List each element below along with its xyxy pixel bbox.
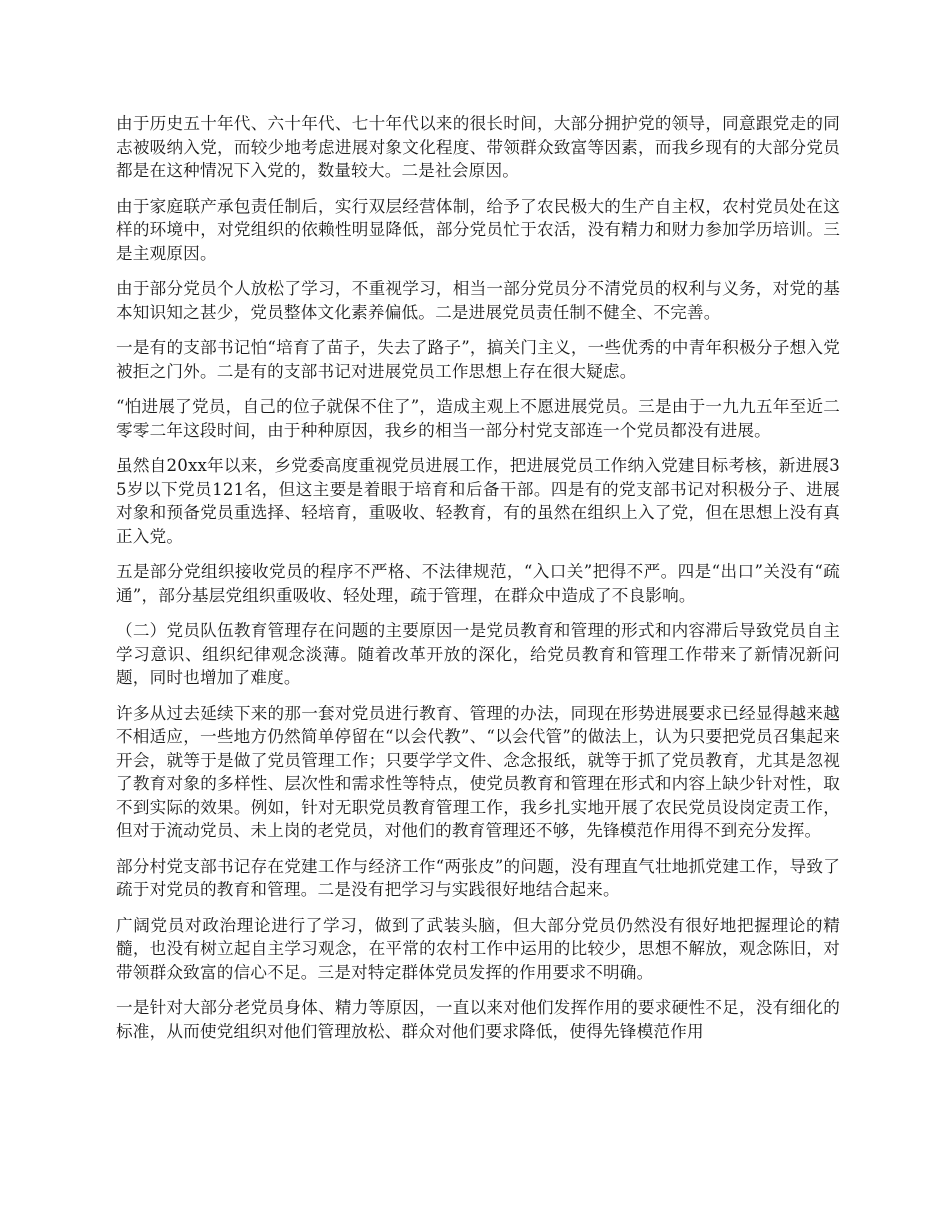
- paragraph-3: 由于部分党员个人放松了学习，不重视学习，相当一部分党员分不清党员的权利与义务，对党的基本知识知之甚少，党员整体文化素养偏低。二是进展党员责任制不健全、不完善。: [116, 279, 840, 322]
- paragraph-10: 部分村党支部书记存在党建工作与经济工作“两张皮”的问题，没有理直气壮地抓党建工作，导致了疏于对党员的教育和管理。二是没有把学习与实践很好地结合起来。: [116, 856, 840, 899]
- document-body: [116, 112, 840, 1055]
- paragraph-7: 五是部分党组织接收党员的程序不严格、不法律规范，“入口关”把得不严。四是“出口”关没有“疏通”，部分基层党组织重吸收、轻处理，疏于管理，在群众中造成了不良影响。: [116, 562, 840, 605]
- paragraph-5: “怕进展了党员，自己的位子就保不住了”，造成主观上不愿进展党员。三是由于一九九五年至近二零零二年这段时间，由于种种原因，我乡的相当一部分村党支部连一个党员都没有进展。: [116, 397, 840, 440]
- paragraph-8: （二）党员队伍教育管理存在问题的主要原因一是党员教育和管理的形式和内容滞后导致党员自主学习意识、组织纪律观念淡薄。随着改革开放的深化，给党员教育和管理工作带来了新情况新问题，同时也增加了难度。: [116, 621, 840, 687]
- paragraph-11: 广阔党员对政治理论进行了学习，做到了武装头脑，但大部分党员仍然没有很好地把握理论的精髓，也没有树立起自主学习观念，在平常的农村工作中运用的比较少，思想不解放，观念陈旧，对带领群众致富的信心不足。三是对特定群体党员发挥的作用要求不明确。: [116, 915, 840, 982]
- paragraph-6: 虽然自20xx年以来，乡党委高度重视党员进展工作，把进展党员工作纳入党建目标考核，新进展35岁以下党员121名，但这主要是着眼于培育和后备干部。四是有的党支部书记对积极分子、进展对象和预备党员重选择、轻培育，重吸收、轻教育，有的虽然在组织上入了党，但在思想上没有真正入党。: [116, 456, 840, 546]
- paragraph-1: 由于历史五十年代、六十年代、七十年代以来的很长时间，大部分拥护党的领导，同意跟党走的同志被吸纳入党，而较少地考虑进展对象文化程度、带领群众致富等因素，而我乡现有的大部分党员都是在这种情况下入党的，数量较大。二是社会原因。: [116, 114, 840, 180]
- paragraph-9: 许多从过去延续下来的那一套对党员进行教育、管理的办法，同现在形势进展要求已经显得越来越不相适应，一些地方仍然简单停留在“以会代教”、“以会代管”的做法上，认为只要把党员召集起来开会，就等于是做了党员管理工作；只要学学文件、念念报纸，就等于抓了党员教育，尤其是忽视了教育对象的多样性、层次性和需求性等特点，使党员教育和管理在形式和内容上缺少针对性，取不到实际的效果。例如，针对无职党员教育管理工作，我乡扎实地开展了农民党员设岗定责工作，但对于流动党员、未上岗的老党员，对他们的教育管理还不够，先锋模范作用得不到充分发挥。: [116, 703, 840, 840]
- paragraph-12: 一是针对大部分老党员身体、精力等原因，一直以来对他们发挥作用的要求硬性不足，没有细化的标准，从而使党组织对他们管理放松、群众对他们要求降低，使得先锋模范作用: [116, 998, 840, 1041]
- paragraph-2: 由于家庭联产承包责任制后，实行双层经营体制，给予了农民极大的生产自主权，农村党员处在这样的环境中，对党组织的依赖性明显降低，部分党员忙于农活，没有精力和财力参加学历培训。三是主观原因。: [116, 196, 840, 263]
- paragraph-4: 一是有的支部书记怕“培育了苗子，失去了路子”，搞关门主义，一些优秀的中青年积极分子想入党被拒之门外。二是有的支部书记对进展党员工作思想上存在很大疑虑。: [116, 338, 840, 381]
